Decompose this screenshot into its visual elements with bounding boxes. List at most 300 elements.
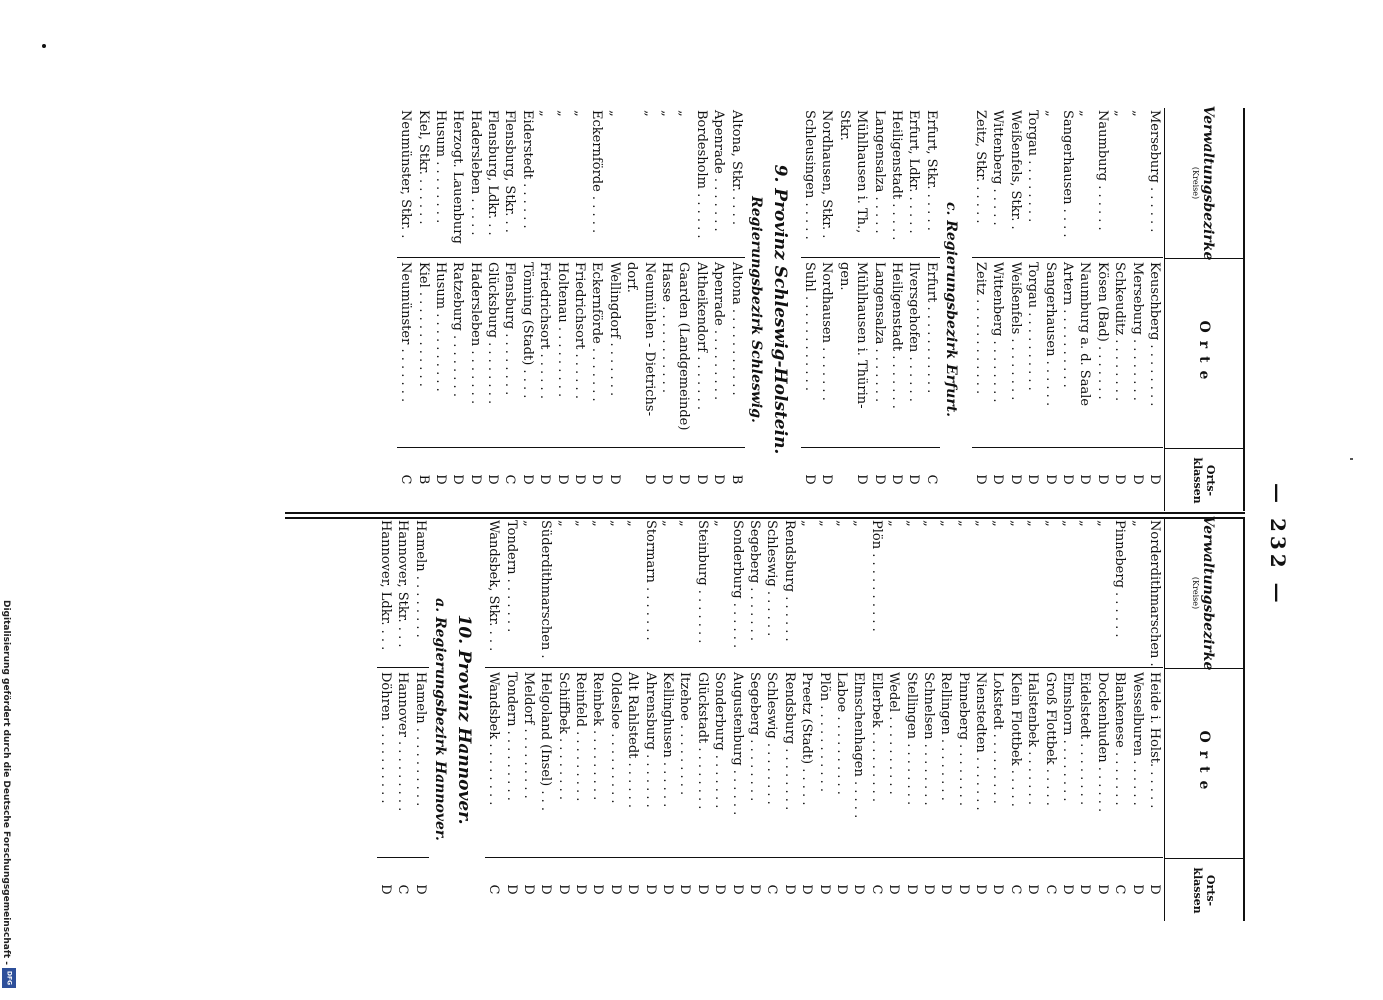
table-row bbox=[623, 108, 640, 511]
table-row bbox=[1006, 108, 1023, 511]
place-cell: Hasse . . . . . . . . . . . bbox=[658, 258, 675, 448]
class-cell bbox=[835, 448, 852, 511]
ink-mark bbox=[1350, 458, 1353, 460]
district-cell: Hannover, Stkr. . . . bbox=[394, 518, 411, 668]
district-cell: „ bbox=[659, 518, 676, 668]
table-row bbox=[853, 108, 870, 511]
district-cell: Zeitz, Stkr. . . . . . bbox=[972, 108, 989, 258]
district-heading: a. Regierungsbezirk Hannover. bbox=[431, 598, 448, 841]
district-cell: Sangerhausen . . . . bbox=[1059, 108, 1076, 258]
district-cell: „ bbox=[640, 108, 657, 258]
header-districts-sub: (Kreise) bbox=[1191, 166, 1201, 200]
district-cell: Pinneberg . . . . . . bbox=[1111, 518, 1128, 668]
district-cell: „ bbox=[1076, 108, 1093, 258]
table-row bbox=[537, 518, 554, 921]
class-cell: C bbox=[486, 884, 502, 895]
class-cell: D bbox=[799, 884, 815, 895]
district-cell: Segeberg . . . . . . . bbox=[746, 518, 763, 668]
class-cell: C bbox=[502, 474, 518, 485]
place-cell: Schleswig . . . . . . . . bbox=[763, 668, 780, 858]
header-districts bbox=[1165, 105, 1243, 261]
class-cell: D bbox=[485, 474, 501, 485]
class-cell: D bbox=[590, 884, 606, 895]
class-cell: D bbox=[642, 884, 658, 895]
place-cell: gen. bbox=[835, 258, 852, 448]
place-cell: Heiligenstadt . . . . . . . bbox=[888, 258, 905, 448]
district-cell: Erfurt, Stkr. . . . . . bbox=[922, 108, 939, 258]
table-row bbox=[553, 108, 570, 511]
district-cell: Steinburg . . . . . . . bbox=[693, 518, 710, 668]
place-cell: Ahrensburg . . . . . . . bbox=[641, 668, 658, 858]
district-cell: „ bbox=[1024, 518, 1041, 668]
province-heading: 9. Provinz Schleswig-Holstein. bbox=[769, 164, 790, 455]
table-row bbox=[989, 108, 1006, 511]
table-row bbox=[411, 518, 428, 921]
district-cell: Norderdithmarschen . bbox=[1147, 520, 1162, 667]
district-cell: Rendsburg . . . . . . bbox=[780, 518, 797, 668]
class-cell: D bbox=[554, 474, 570, 485]
table-row bbox=[801, 108, 818, 511]
place-cell: Suhl . . . . . . . . . . . . bbox=[801, 258, 818, 448]
class-cell: D bbox=[1025, 474, 1041, 485]
place-cell: Nienstedten . . . . . . . bbox=[972, 668, 989, 858]
table-row bbox=[815, 518, 832, 921]
table-row bbox=[1041, 108, 1058, 511]
table-row bbox=[589, 518, 606, 921]
place-cell: Schkeuditz . . . . . . . . bbox=[1111, 258, 1128, 448]
table-row bbox=[833, 518, 850, 921]
district-cell: „ bbox=[536, 108, 553, 258]
district-cell: „ bbox=[1076, 518, 1093, 668]
place-cell: Mühlhausen i. Thürin- bbox=[853, 258, 870, 448]
place-cell: Gaarden (Landgemeinde) bbox=[675, 258, 692, 448]
class-cell: D bbox=[467, 474, 483, 485]
district-cell: Naumburg . . . . . . bbox=[1093, 108, 1110, 258]
district-cell: „ bbox=[815, 518, 832, 668]
table-row bbox=[554, 518, 571, 921]
district-cell: Altona, Stkr. . . . . bbox=[727, 108, 744, 258]
table-row bbox=[449, 108, 466, 511]
place-cell: Wedel . . . . . . . . . . bbox=[885, 668, 902, 858]
place-cell: Hannover . . . . . . . . . bbox=[394, 668, 411, 858]
place-cell: Klein Flottbek . . . . . bbox=[1006, 668, 1023, 858]
class-cell: C bbox=[764, 884, 780, 895]
place-cell: Apenrade . . . . . . . . . bbox=[710, 258, 727, 448]
table-row bbox=[1128, 518, 1145, 921]
district-cell: „ bbox=[989, 518, 1006, 668]
class-cell: C bbox=[395, 884, 411, 895]
district-cell: Plön . . . . . . . . . . bbox=[867, 518, 884, 668]
class-cell: D bbox=[819, 474, 835, 485]
table-row bbox=[432, 108, 449, 511]
class-cell: D bbox=[538, 884, 554, 895]
class-cell: D bbox=[659, 474, 675, 485]
class-cell: D bbox=[711, 474, 727, 485]
district-cell: Flensburg, Ldkr. . . bbox=[484, 108, 501, 258]
class-cell: D bbox=[854, 474, 870, 485]
header-places bbox=[1165, 668, 1243, 859]
class-cell: D bbox=[955, 884, 971, 895]
district-cell: Stkr. bbox=[835, 108, 852, 258]
place-cell: Ratzeburg . . . . . . . . bbox=[449, 258, 466, 448]
district-cell: „ bbox=[833, 518, 850, 668]
district-heading: c. Regierungsbezirk Erfurt. bbox=[942, 201, 959, 418]
table-row bbox=[1093, 108, 1110, 511]
class-cell: D bbox=[1112, 474, 1128, 485]
place-cell: Lokstedt . . . . . . . . . bbox=[989, 668, 1006, 858]
place-cell: Zeitz . . . . . . . . . . . . bbox=[972, 258, 989, 448]
table-row bbox=[659, 518, 676, 921]
table-row bbox=[920, 518, 937, 921]
table-row bbox=[989, 518, 1006, 921]
class-cell: D bbox=[677, 884, 693, 895]
right-table-body bbox=[377, 518, 1163, 921]
district-cell: Eiderstedt . . . . . . bbox=[519, 108, 536, 258]
table-row bbox=[502, 518, 519, 921]
place-cell: Elmshorn . . . . . . . . bbox=[1059, 668, 1076, 858]
district-cell: „ bbox=[605, 108, 622, 258]
right-table bbox=[215, 515, 1245, 921]
class-cell: D bbox=[990, 884, 1006, 895]
class-cell: D bbox=[906, 474, 922, 485]
class-cell: D bbox=[1077, 474, 1093, 485]
place-cell: Eidelstedt . . . . . . . . bbox=[1076, 668, 1093, 858]
place-cell: Hameln . . . . . . . . . . bbox=[411, 668, 428, 858]
header-classes bbox=[1165, 448, 1243, 512]
district-cell: Langensalza . . . . . bbox=[870, 108, 887, 258]
district-cell: „ bbox=[711, 518, 728, 668]
header-districts bbox=[1165, 515, 1243, 671]
place-cell: Plön . . . . . . . . . . . bbox=[815, 668, 832, 858]
header-districts-sub: (Kreise) bbox=[1191, 576, 1201, 610]
spacer bbox=[791, 108, 801, 511]
dfg-logo: DFG bbox=[2, 968, 16, 988]
place-cell: Preetz (Stadt) . . . . . bbox=[798, 668, 815, 858]
table-row bbox=[1024, 518, 1041, 921]
place-cell: Artern . . . . . . . . . . bbox=[1059, 258, 1076, 448]
place-cell: Altona . . . . . . . . . . . bbox=[727, 258, 744, 448]
table-row bbox=[710, 108, 727, 511]
table-row bbox=[972, 518, 989, 921]
district-cell: Eckernförde . . . . . bbox=[588, 108, 605, 258]
place-cell: Tönning (Stadt) . . . . bbox=[519, 258, 536, 448]
place-cell: Meldorf . . . . . . . . . bbox=[520, 668, 537, 858]
place-cell: Rellingen . . . . . . . . bbox=[937, 668, 954, 858]
credit-text: Digitalisierung gefördert durch die Deutsche Forschungsgemeinschaft - bbox=[1, 600, 11, 965]
header-districts-label: Verwaltungsbezirke bbox=[1200, 105, 1217, 261]
class-cell: B bbox=[728, 474, 744, 485]
table-row bbox=[905, 108, 922, 511]
spacer bbox=[962, 108, 972, 511]
district-cell: „ bbox=[624, 518, 641, 668]
district-cell: „ bbox=[675, 108, 692, 258]
class-cell: D bbox=[888, 474, 904, 485]
place-cell: Elmschenhagen . . . . . bbox=[850, 668, 867, 858]
district-cell: „ bbox=[1128, 108, 1145, 258]
district-cell: Hannover, Ldkr. . . . bbox=[377, 518, 394, 668]
place-cell: Neumünster . . . . . . . bbox=[397, 258, 414, 448]
class-cell: D bbox=[572, 474, 588, 485]
table-row bbox=[536, 108, 553, 511]
district-cell: „ bbox=[972, 518, 989, 668]
page-number: — 232 — bbox=[1266, 483, 1290, 607]
class-cell: D bbox=[990, 474, 1006, 485]
place-cell: Laboe . . . . . . . . . . bbox=[833, 668, 850, 858]
place-cell: Langensalza . . . . . . . bbox=[870, 258, 887, 448]
class-cell: D bbox=[1094, 474, 1110, 485]
table-row bbox=[693, 518, 710, 921]
place-cell: Eckernförde . . . . . . . bbox=[588, 258, 605, 448]
table-header bbox=[1164, 515, 1245, 921]
table-row bbox=[1111, 518, 1128, 921]
table-row bbox=[818, 108, 835, 511]
class-cell: D bbox=[625, 884, 641, 895]
table-row bbox=[727, 108, 744, 511]
place-cell: Groß Flottbek . . . . . bbox=[1041, 668, 1058, 858]
class-cell: D bbox=[412, 884, 428, 895]
table-row bbox=[922, 108, 939, 511]
district-cell: „ bbox=[658, 108, 675, 258]
digitization-credit bbox=[0, 0, 22, 1000]
class-cell: C bbox=[1007, 884, 1023, 895]
place-cell: Wellingdorf . . . . . . . bbox=[605, 258, 622, 448]
class-cell bbox=[623, 448, 640, 511]
district-cell: Hameln . . . . . . . . bbox=[411, 518, 428, 668]
table-row bbox=[867, 518, 884, 921]
place-cell: Dockenhuden . . . . . . bbox=[1093, 668, 1110, 858]
class-cell: D bbox=[573, 884, 589, 895]
place-cell: Döhren . . . . . . . . . . bbox=[377, 668, 394, 858]
table-row bbox=[485, 518, 502, 921]
class-cell: D bbox=[712, 884, 728, 895]
table-row bbox=[780, 518, 797, 921]
table-row bbox=[1111, 108, 1128, 511]
class-cell: D bbox=[676, 474, 692, 485]
place-cell: Rendsburg . . . . . . . . bbox=[780, 668, 797, 858]
class-cell: D bbox=[537, 474, 553, 485]
table-header bbox=[1164, 105, 1245, 511]
class-cell: D bbox=[520, 884, 536, 895]
class-cell: D bbox=[920, 884, 936, 895]
class-cell: D bbox=[1025, 884, 1041, 895]
class-cell: D bbox=[694, 884, 710, 895]
class-cell: B bbox=[415, 474, 431, 485]
class-cell: D bbox=[450, 474, 466, 485]
place-cell: Schiffbek . . . . . . . . bbox=[554, 668, 571, 858]
class-cell: D bbox=[1007, 474, 1023, 485]
class-cell: D bbox=[747, 884, 763, 895]
class-cell: D bbox=[973, 884, 989, 895]
class-cell: D bbox=[503, 884, 519, 895]
table-row bbox=[640, 108, 657, 511]
table-row bbox=[520, 518, 537, 921]
table-row bbox=[466, 108, 483, 511]
table-row bbox=[675, 108, 692, 511]
place-cell: Ilversgehofen . . . . . . bbox=[905, 258, 922, 448]
class-cell: D bbox=[903, 884, 919, 895]
place-cell: Alt Rahlstedt . . . . . . bbox=[624, 668, 641, 858]
place-cell: Kösen (Bad) . . . . . . . bbox=[1093, 258, 1110, 448]
class-cell: D bbox=[589, 474, 605, 485]
table-row bbox=[798, 518, 815, 921]
table-row bbox=[1128, 108, 1145, 511]
place-cell: Oldesloe . . . . . . . . . bbox=[607, 668, 624, 858]
place-cell: Keuschberg . . . . . . . . bbox=[1146, 258, 1163, 448]
class-cell: D bbox=[1147, 474, 1162, 485]
class-cell: D bbox=[1077, 884, 1093, 895]
district-cell: „ bbox=[798, 518, 815, 668]
table-row bbox=[888, 108, 905, 511]
district-cell: „ bbox=[553, 108, 570, 258]
place-cell: Hadersleben . . . . . . . bbox=[466, 258, 483, 448]
district-cell: Wandsbek, Stkr. . . . bbox=[485, 518, 502, 668]
class-cell: D bbox=[607, 884, 623, 895]
place-cell: Helgoland (Insel) . . . bbox=[537, 668, 554, 858]
class-cell: D bbox=[1129, 884, 1145, 895]
district-cell: Weißenfels, Stkr. . bbox=[1006, 108, 1023, 258]
class-cell: D bbox=[1060, 474, 1076, 485]
table-row bbox=[1041, 518, 1058, 921]
place-cell: dorf. bbox=[623, 258, 640, 448]
district-cell: Herzogt. Lauenburg bbox=[449, 108, 466, 258]
place-cell: Friedrichsort . . . . . . bbox=[571, 258, 588, 448]
district-cell: Mühlhausen i. Th., bbox=[853, 108, 870, 258]
header-places-label: Orte bbox=[1196, 730, 1212, 798]
district-cell: „ bbox=[902, 518, 919, 668]
district-cell: Husum . . . . . . . . bbox=[432, 108, 449, 258]
table-row bbox=[835, 108, 852, 511]
table-row bbox=[1006, 518, 1023, 921]
place-cell: Halstenbek . . . . . . . bbox=[1024, 668, 1041, 858]
place-cell: Reinfeld . . . . . . . . . bbox=[572, 668, 589, 858]
class-cell: D bbox=[801, 474, 817, 485]
class-cell: C bbox=[1042, 884, 1058, 895]
class-cell: C bbox=[923, 474, 939, 485]
place-cell: Wesselburen . . . . . . bbox=[1128, 668, 1145, 858]
district-cell: Bordesholm . . . . . . bbox=[692, 108, 709, 258]
table-row bbox=[414, 108, 431, 511]
table-row bbox=[937, 518, 954, 921]
place-cell: Glückstadt . . . . . . . . bbox=[693, 668, 710, 858]
district-cell: „ bbox=[850, 518, 867, 668]
table-row bbox=[607, 518, 624, 921]
class-cell: D bbox=[851, 884, 867, 895]
district-cell: „ bbox=[1006, 518, 1023, 668]
district-cell: „ bbox=[937, 518, 954, 668]
district-cell bbox=[623, 108, 640, 258]
class-cell: D bbox=[660, 884, 676, 895]
district-cell: „ bbox=[572, 518, 589, 668]
class-cell: D bbox=[973, 474, 989, 485]
table-row bbox=[377, 518, 394, 921]
district-cell: Hadersleben . . . . . bbox=[466, 108, 483, 258]
district-cell: „ bbox=[885, 518, 902, 668]
class-cell: C bbox=[398, 474, 414, 485]
district-cell: Wittenberg . . . . . bbox=[989, 108, 1006, 258]
table-row bbox=[954, 518, 971, 921]
header-classes-label: Orts- klassen bbox=[1191, 457, 1217, 504]
place-cell: Erfurt . . . . . . . . . . . bbox=[922, 258, 939, 448]
district-cell: Sonderburg . . . . . . bbox=[728, 518, 745, 668]
table-row bbox=[692, 108, 709, 511]
place-cell: Kellinghusen . . . . . . bbox=[659, 668, 676, 858]
class-cell: D bbox=[641, 474, 657, 485]
table-row bbox=[870, 108, 887, 511]
header-places-label: Orte bbox=[1196, 320, 1212, 388]
district-cell: Schleswig . . . . . . bbox=[763, 518, 780, 668]
ink-speck bbox=[42, 44, 46, 48]
district-cell: „ bbox=[571, 108, 588, 258]
header-classes bbox=[1165, 858, 1243, 922]
table-row bbox=[728, 518, 745, 921]
place-cell: Merseburg . . . . . . . . bbox=[1128, 258, 1145, 448]
table-row bbox=[588, 108, 605, 511]
place-cell: Glücksburg . . . . . . . . bbox=[484, 258, 501, 448]
table-row bbox=[519, 108, 536, 511]
district-cell: Heiligenstadt . . . . . bbox=[888, 108, 905, 258]
place-cell: Kiel . . . . . . . . . . . . bbox=[414, 258, 431, 448]
place-cell: Neumühlen - Dietrichs- bbox=[640, 258, 657, 448]
class-cell: D bbox=[1147, 884, 1162, 895]
table-row bbox=[394, 518, 411, 921]
place-cell: Flensburg . . . . . . . . bbox=[501, 258, 518, 448]
table-row bbox=[1059, 108, 1076, 511]
district-heading: Regierungsbezirk Schleswig. bbox=[747, 196, 764, 423]
spacer bbox=[475, 518, 485, 921]
table-row bbox=[763, 518, 780, 921]
place-cell: Weißenfels . . . . . . . . bbox=[1006, 258, 1023, 448]
left-table-body bbox=[397, 108, 1163, 511]
place-cell: Pinneberg . . . . . . . . bbox=[954, 668, 971, 858]
header-places bbox=[1165, 258, 1243, 449]
table-row bbox=[484, 108, 501, 511]
place-cell: Reinbek . . . . . . . . . bbox=[589, 668, 606, 858]
district-cell: Torgau . . . . . . . . bbox=[1024, 108, 1041, 258]
district-cell: „ bbox=[554, 518, 571, 668]
table-row bbox=[571, 108, 588, 511]
district-cell: Apenrade . . . . . . . bbox=[710, 108, 727, 258]
table-row bbox=[1093, 518, 1110, 921]
district-cell: „ bbox=[1128, 518, 1145, 668]
district-cell: Tondern . . . . . . . bbox=[502, 518, 519, 668]
table-row bbox=[501, 108, 518, 511]
district-cell: „ bbox=[954, 518, 971, 668]
district-cell: Merseburg . . . . . . bbox=[1146, 108, 1163, 258]
district-cell: „ bbox=[1041, 518, 1058, 668]
table-row bbox=[1076, 518, 1093, 921]
place-cell: Schnelsen . . . . . . . . bbox=[920, 668, 937, 858]
table-row bbox=[641, 518, 658, 921]
class-cell: D bbox=[555, 884, 571, 895]
table-row bbox=[1146, 518, 1163, 921]
table-row bbox=[658, 108, 675, 511]
province-heading: 10. Provinz Hannover. bbox=[453, 614, 474, 825]
place-cell: Holtenau . . . . . . . . . bbox=[553, 258, 570, 448]
table-row bbox=[1076, 108, 1093, 511]
table-row bbox=[1024, 108, 1041, 511]
class-cell: D bbox=[816, 884, 832, 895]
table-row bbox=[885, 518, 902, 921]
district-cell: „ bbox=[676, 518, 693, 668]
place-cell: Ellerbek . . . . . . . . . bbox=[867, 668, 884, 858]
place-cell: Friedrichsort . . . . . . bbox=[536, 258, 553, 448]
left-table bbox=[215, 105, 1245, 511]
class-cell: D bbox=[1094, 884, 1110, 895]
table-row bbox=[902, 518, 919, 921]
place-cell: Wandsbek . . . . . . . . bbox=[485, 668, 502, 858]
district-cell: „ bbox=[589, 518, 606, 668]
class-cell: D bbox=[1042, 474, 1058, 485]
